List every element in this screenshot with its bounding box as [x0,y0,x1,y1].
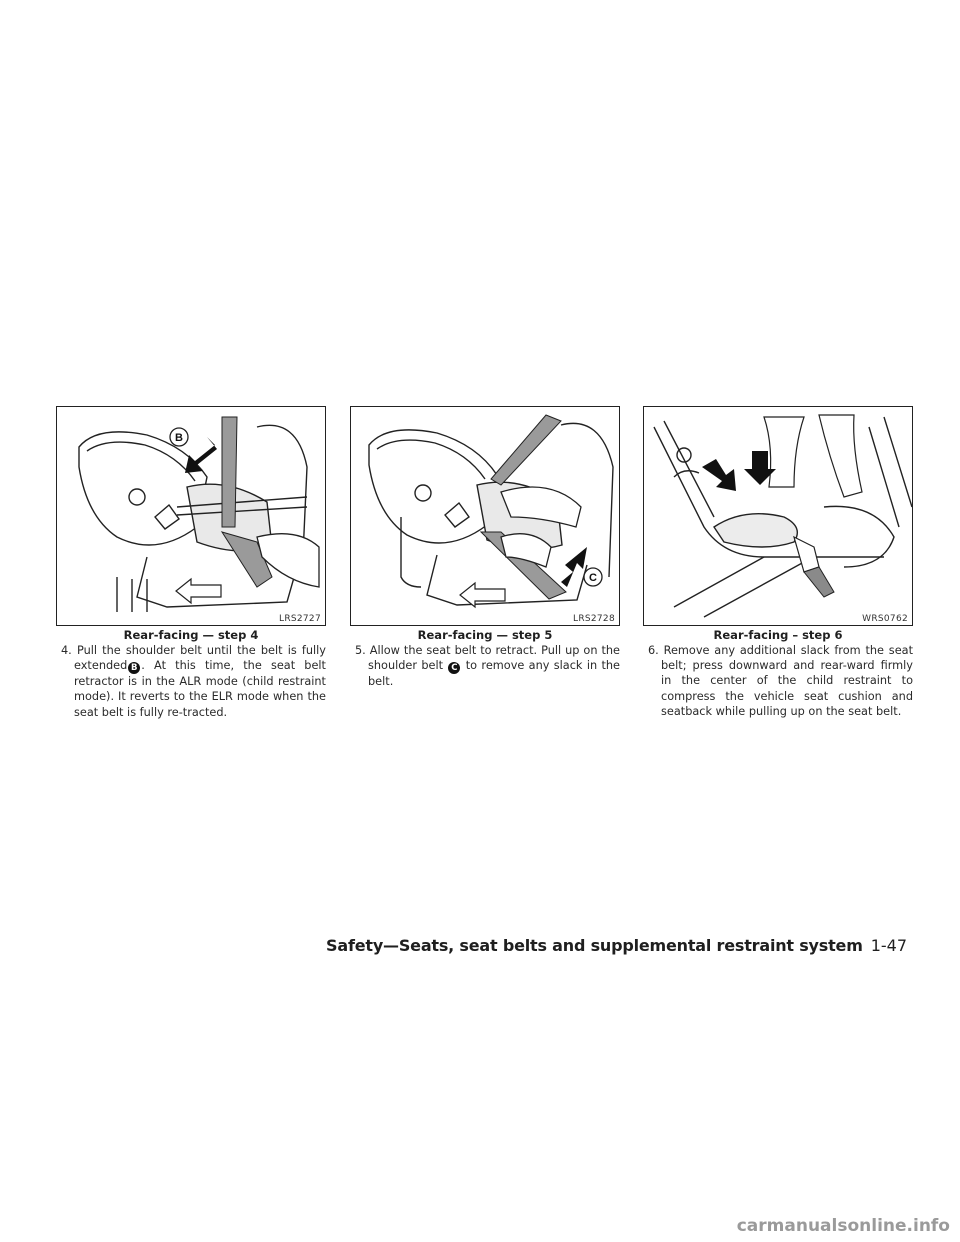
left-arrow-icon [176,579,221,603]
watermark: carmanualsonline.info [736,1216,950,1236]
figure-code: WRS0762 [862,614,908,624]
figure-block-step-4 [56,406,326,720]
callout-label: B [175,432,183,444]
figure-code: LRS2727 [279,614,321,624]
step-text [56,643,326,720]
step-number: 5. [355,644,366,657]
callout-label: C [589,572,597,584]
callout-marker: C [448,662,460,674]
step-number: 6. [648,644,659,657]
step-text-part: Remove any additional slack from the seat belt; press downward and rear-ward firmly in the center of the child restraint to compress the vehicle seat cushion and seatback while pulling up on the seat belt. [661,644,913,718]
figure-rear-facing-step-4 [56,406,326,626]
callout-marker: B [128,662,140,674]
downward-arrow-icon [702,459,736,491]
figure-code: LRS2728 [573,614,615,624]
figure-rear-facing-step-6 [643,406,913,626]
figure-block-step-5 [350,406,620,689]
page-number: 1-47 [870,936,907,955]
section-title: Safety—Seats, seat belts and supplemental restraint system [326,936,863,955]
figure-caption: Rear-facing — step 5 [417,628,553,642]
child-seat-illustration [644,407,912,625]
page-footer [0,936,907,955]
step-text-part: to remove any slack in the belt. [368,659,620,689]
step-text-part: Allow the seat belt to retract. Pull up on the shoulder belt [368,644,620,673]
figure-caption: Rear-facing – step 6 [713,628,843,642]
step-text-part: Pull the shoulder belt until the belt is fully extended [74,644,326,673]
step-text-part: . At this time, the seat belt retractor is in the ALR mode (child restraint mode). It reverts to the ELR mode when the seat belt is fully re-tracted. [74,659,326,719]
step-text [643,643,913,719]
downward-arrow-icon [185,437,217,473]
figure-caption: Rear-facing — step 4 [123,628,259,642]
step-number: 4. [61,644,72,657]
child-seat-illustration [57,407,325,625]
child-seat-illustration [351,407,619,625]
step-text [350,643,620,689]
figure-block-step-6 [643,406,913,719]
figure-rear-facing-step-5 [350,406,620,626]
